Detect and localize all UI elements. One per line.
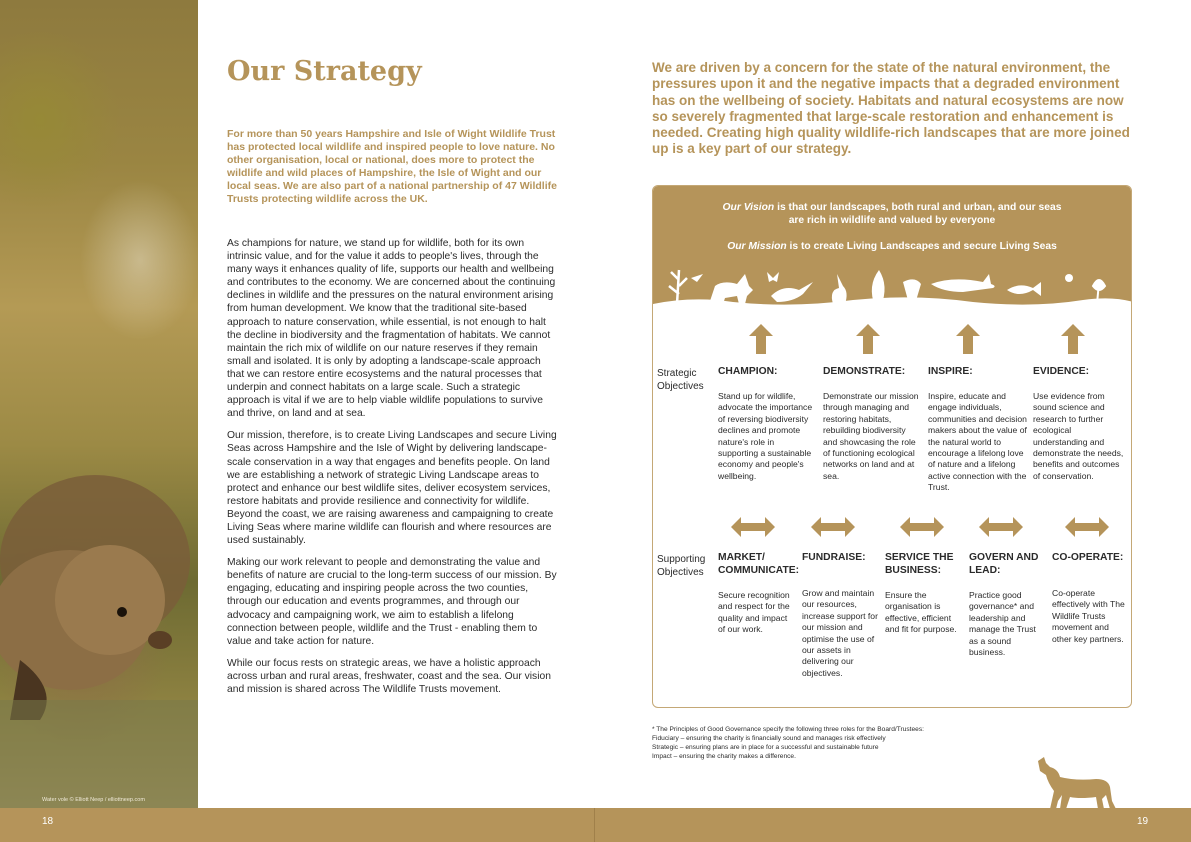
objective-inspire-heading: INSPIRE: <box>928 366 973 377</box>
objective-service-heading: SERVICE THE BUSINESS: <box>885 552 954 576</box>
vision-text: is that our landscapes, both rural and urban, and our seas <box>774 202 1062 213</box>
objective-market-heading: MARKET/ COMMUNICATE: <box>718 552 800 576</box>
footnote-line: Impact – ensuring the charity makes a difference. <box>652 753 796 760</box>
objective-fundraise-heading: FUNDRAISE: <box>802 552 866 563</box>
photo-credit: Water vole © Elliott Neep / elliottneep.com <box>42 797 145 803</box>
supporting-objectives-label: Supporting Objectives <box>657 554 706 578</box>
objective-cooperate-text: Co-operate effectively with The Wildlife Trusts movement and other key partners. <box>1052 588 1125 644</box>
mission-label: Our Mission <box>727 241 787 252</box>
objective-market-text: Secure recognition and respect for the quality and impact of our work. <box>718 590 790 635</box>
deer-silhouette-icon <box>1030 755 1120 809</box>
body-text <box>227 237 557 705</box>
double-arrow-icon <box>979 517 1023 537</box>
vision-mission-banner <box>653 186 1131 319</box>
lead-paragraph: We are driven by a concern for the state of the natural environment, the pressures upon it and the negative impacts that a degraded environment has on the wellbeing of society. Habitats and natural ecosystems are now so severely fragmented that large-scale restoration and enhancement is needed. Creating high quality wildlife-rich landscapes that are more joined up is a key part of our strategy. <box>652 60 1130 157</box>
objective-govern-text: Practice good governance* and leadership and manage the Trust as a sound business. <box>969 590 1036 658</box>
objective-govern-heading: GOVERN AND LEAD: <box>969 552 1039 576</box>
page-number-left: 18 <box>42 816 54 827</box>
objective-fundraise-text: Grow and maintain our resources, increase support for our mission and optimise the use of our assets in delivering our objectives. <box>802 588 878 678</box>
water-vole-photo <box>0 0 198 808</box>
objective-service-text: Ensure the organisation is effective, efficient and fit for purpose. <box>885 590 957 635</box>
objective-champion-heading: CHAMPION: <box>718 366 778 377</box>
page-divider <box>594 808 595 842</box>
mission-statement <box>653 240 1131 253</box>
intro-paragraph: For more than 50 years Hampshire and Isle of Wight Wildlife Trust has protected local wildlife and inspired people to love nature. No other organisation, local or national, does more to protect the wildlife and wild places of Hampshire, the Isle of Wight and our local seas. We are also part of a national partnership of 47 Wildlife Trusts protecting wildlife across the UK. <box>227 128 557 206</box>
strategic-objectives-label: Strategic Objectives <box>657 368 704 392</box>
body-paragraph: As champions for nature, we stand up for wildlife, both for its own intrinsic value, and for the value it adds to people's lives, through the many ways it enhances quality of life, supports our health and wellbeing and contributes to the economy. We are concerned about the continuing declines in wildlife and the pressures on the natural environment arising from human development. We know that the traditional site-based approach to nature conservation, while essential, is not enough to halt the decline in biodiversity and the fragmentation of habitats. We cannot maintain the rich mix of wildlife on our nature reserves if they remain small and isolated. It is only by adopting a landscape-scale approach that we can restore entire ecosystems and the natural processes that underpin and connect habitats on a large scale. Such a strategic approach is vital if we are to help viable wildlife populations to survive and thrive, on land and at sea. <box>227 238 556 420</box>
objective-champion-text: Stand up for wildlife, advocate the importance of reversing biodiversity declines and promote nature's role in supporting a sustainable economy and people's wellbeing. <box>718 391 813 481</box>
objective-cooperate-heading: CO-OPERATE: <box>1052 552 1124 563</box>
vision-label: Our Vision <box>722 202 775 213</box>
objective-evidence-heading: EVIDENCE: <box>1033 366 1090 377</box>
vision-statement <box>653 201 1131 227</box>
body-paragraph: While our focus rests on strategic areas, we have a holistic approach across urban and rural areas, freshwater, coast and the sea. Our vision and mission is shared across The Wildlife Trusts movement. <box>227 657 551 695</box>
arrow-up-icon <box>856 324 880 354</box>
mission-text: is to create Living Landscapes and secure Living Seas <box>786 241 1057 252</box>
double-arrow-icon <box>731 517 775 537</box>
double-arrow-icon <box>1065 517 1109 537</box>
arrow-up-icon <box>956 324 980 354</box>
arrow-up-icon <box>749 324 773 354</box>
water-vole-illustration <box>0 0 198 808</box>
objective-evidence-text: Use evidence from sound science and research to further ecological understanding and demonstrate the needs, benefits and outcomes of conservation. <box>1033 391 1124 481</box>
footnote-line: Strategic – ensuring plans are in place for a successful and sustainable future <box>652 744 879 751</box>
objective-demonstrate-heading: DEMONSTRATE: <box>823 366 906 377</box>
page-number-right: 19 <box>1137 816 1149 827</box>
objective-inspire-text: Inspire, educate and engage individuals, communities and decision makers about the value of the natural world to encourage a lifelong love of nature and a lifelong active connection with the Trust. <box>928 391 1027 493</box>
double-arrow-icon <box>900 517 944 537</box>
vision-text-2: are rich in wildlife and valued by everyone <box>788 215 996 226</box>
page-title: Our Strategy <box>227 56 422 87</box>
body-paragraph: Making our work relevant to people and demonstrating the value and benefits of nature are crucial to the long-term success of our mission. By engaging, educating and inspiring people across the two counties, through our education and events programmes, and through our advocacy and campaigning work, we aim to establish a lifelong connection between people, wildlife and the Trust - enabling them to value and take action for nature. <box>227 557 557 647</box>
body-paragraph: Our mission, therefore, is to create Living Landscapes and secure Living Seas across Hampshire and the Isle of Wight by delivering landscape-scale conservation in a way that engages and benefits people. On land we are establishing a network of strategic Living Landscape areas to protect and enhance our best wildlife sites, deliver ecosystem services, restore habitats and provide resilience and connectivity for wildlife. Beyond the coast, we are raising awareness and campaigning to create Living Seas where marine wildlife can flourish and where resources are used sustainably. <box>227 430 557 547</box>
strategy-diagram <box>652 185 1132 708</box>
footnote-line: * The Principles of Good Governance specify the following three roles for the Board/Trustees: <box>652 726 924 733</box>
wildlife-silhouettes-icon <box>653 256 1132 319</box>
arrow-up-icon <box>1061 324 1085 354</box>
footer-bar <box>0 808 1191 842</box>
objective-demonstrate-text: Demonstrate our mission through managing and restoring habitats, rebuilding biodiversity and showcasing the role of functioning ecological networks on land and at sea. <box>823 391 919 481</box>
double-arrow-icon <box>811 517 855 537</box>
footnote-line: Fiduciary – ensuring the charity is financially sound and manages risk effectively <box>652 735 886 742</box>
